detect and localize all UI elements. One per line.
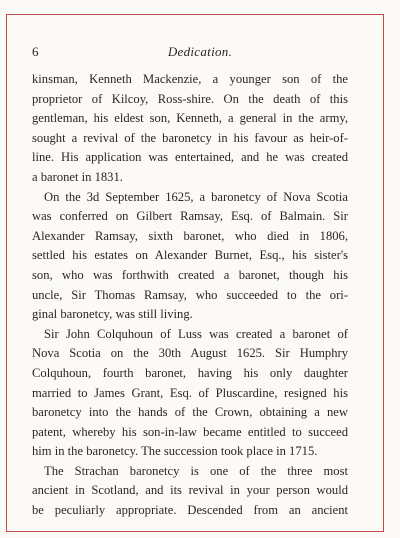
body-text [32, 70, 348, 521]
text-line: be peculiarly appropriate. Descended from an ancient [32, 503, 348, 518]
text-line: married to James Grant, Esq. of Pluscardine, resigned his [32, 385, 348, 400]
text-line: him in the baronetcy. The succession took place in 1715. [32, 444, 318, 459]
text-line: uncle, Sir Thomas Ramsay, who succeeded to the ori- [32, 287, 348, 302]
text-line: son, who was forthwith created a baronet, though his [32, 267, 348, 282]
running-head: Dedication. [167, 44, 233, 59]
page-header [32, 44, 368, 62]
text-line: Colquhoun, fourth baronet, having his only daughter [32, 365, 348, 380]
text-line: proprietor of Kilcoy, Ross-shire. On the death of this [32, 91, 348, 106]
text-line: Alexander Ramsay, sixth baronet, who died in 1806, [32, 228, 348, 243]
text-line: baronetcy into the hands of the Crown, obtaining a new [32, 405, 348, 420]
text-line: sought a revival of the baronetcy in his favour as heir-of- [32, 130, 348, 145]
text-line: a baronet in 1831. [32, 169, 123, 184]
text-line: kinsman, Kenneth Mackenzie, a younger son of the [32, 72, 348, 86]
text-line: was conferred on Gilbert Ramsay, Esq. of Balmain. Sir [32, 209, 348, 224]
text-line: patent, whereby his son-in-law became entitled to succeed [32, 424, 348, 439]
text-line: Nova Scotia on the 30th August 1625. Sir Humphry [32, 346, 348, 361]
text-line: gentleman, his eldest son, Kenneth, a general in the army, [32, 111, 348, 126]
page-number: 6 [32, 44, 39, 59]
text-line: The Strachan baronetcy is one of the three most [44, 463, 348, 478]
text-line: line. His application was entertained, and he was created [32, 150, 348, 165]
text-line: settled his estates on Alexander Burnet, Esq., his sister's [32, 248, 348, 263]
text-line: ancient in Scotland, and its revival in your person would [32, 483, 348, 498]
text-line: Sir John Colquhoun of Luss was created a baronet of [44, 326, 348, 341]
text-line: On the 3d September 1625, a baronetcy of Nova Scotia [44, 189, 348, 204]
text-line: ginal baronetcy, was still living. [32, 307, 193, 322]
